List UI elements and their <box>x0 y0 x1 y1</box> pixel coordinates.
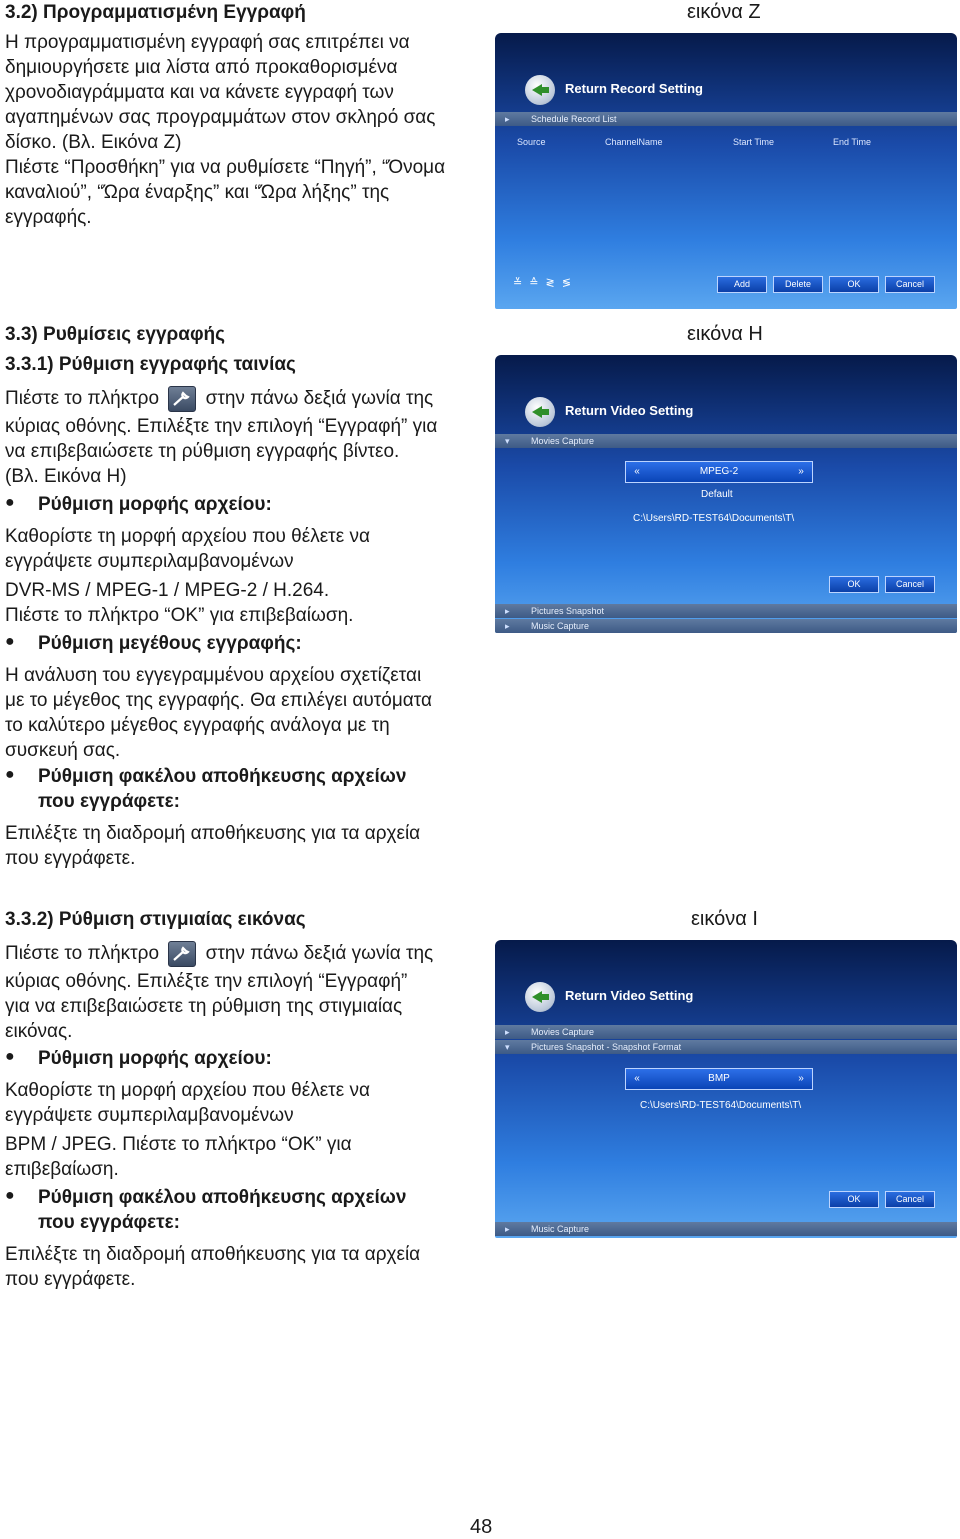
section-heading-3-2: 3.2) Προγραμματισμένη Εγγραφή <box>5 2 306 23</box>
return-arrow-icon[interactable] <box>525 75 555 105</box>
bullet-dot: ● <box>5 633 15 650</box>
bullet-snapshot-folder-body <box>5 1242 420 1292</box>
column-header-source: Source <box>517 137 546 147</box>
text-line: (Βλ. Εικόνα Η) <box>5 466 127 487</box>
text-line: χρονοδιαγράμματα και να κάνετε εγγραφή των <box>5 82 394 103</box>
bullet-title-cont: που εγγράφετε: <box>38 1212 180 1233</box>
text-line: Πιέστε το πλήκτρο “OK” για επιβεβαίωση. <box>5 605 354 626</box>
section-3-2-body <box>5 30 445 230</box>
screenshot-snapshot-setting <box>495 940 957 1238</box>
text-fragment: στην πάνω δεξιά γωνία της <box>205 943 434 965</box>
text-line: δημιουργήσετε μια λίστα από προκαθορισμένα <box>5 57 398 78</box>
bullet-save-folder-body <box>5 821 420 871</box>
cancel-button[interactable]: Cancel <box>885 276 935 293</box>
bullet-title-cont: που εγγράφετε: <box>38 791 180 812</box>
text-line: DVR-MS / MPEG-1 / MPEG-2 / H.264. <box>5 580 330 601</box>
path-value[interactable]: C:\Users\RD-TEST64\Documents\T\ <box>633 513 795 524</box>
text-line: το καλύτερο μέγεθος εγγραφής ανάλογα με τη <box>5 715 390 736</box>
arrow-left-icon[interactable]: « <box>634 1073 640 1084</box>
music-capture-bar[interactable]: ▸ Music Capture <box>495 619 957 633</box>
text-line: συσκευή σας. <box>5 740 121 761</box>
format-value: BMP <box>708 1073 730 1084</box>
settings-key-line <box>5 386 433 412</box>
screen-title: Return Video Setting <box>565 988 694 1003</box>
text-line: για να επιβεβαιώσετε τη ρύθμιση της στιγμιαίας <box>5 996 403 1017</box>
text-line: Καθορίστε τη μορφή αρχείου που θέλετε να <box>5 1080 370 1101</box>
settings-wrench-icon <box>168 941 196 967</box>
settings-key-line <box>5 941 433 967</box>
bullet-file-format <box>0 494 480 519</box>
text-line: εγγράψετε συμπεριλαμβανομένων <box>5 1105 294 1126</box>
text-line: Η προγραμματισμένη εγγραφή σας επιτρέπει να <box>5 32 410 53</box>
settings-wrench-icon <box>168 386 196 412</box>
format-selector[interactable] <box>625 461 813 483</box>
text-fragment: στην πάνω δεξιά γωνία της <box>205 388 434 410</box>
text-line: Καθορίστε τη μορφή αρχείου που θέλετε να <box>5 526 370 547</box>
bullet-record-size-body <box>5 663 432 763</box>
bullet-record-size <box>0 633 480 658</box>
size-value: Default <box>701 489 733 500</box>
column-header-start-time: Start Time <box>733 137 775 147</box>
text-line: BPM / JPEG. Πιέστε το πλήκτρο “OK” για <box>5 1134 352 1155</box>
text-fragment: Πιέστε το πλήκτρο <box>5 943 160 965</box>
page-number: 48 <box>470 1516 493 1538</box>
figure-caption-i: εικόνα Ι <box>691 908 758 930</box>
text-fragment: Πιέστε το πλήκτρο <box>5 388 160 410</box>
text-line: επιβεβαίωση. <box>5 1159 119 1180</box>
text-line: κύριας οθόνης. Επιλέξτε την επιλογή “Εγγραφή” <box>5 971 408 992</box>
bullet-dot: ● <box>5 1048 15 1065</box>
bullet-snapshot-format-body <box>5 1078 370 1182</box>
text-line: Πιέστε “Προσθήκη” για να ρυθμίσετε “Πηγή”, “Όνομα <box>5 157 446 178</box>
ok-button[interactable]: OK <box>829 576 879 593</box>
text-line: που εγγράφετε. <box>5 848 136 869</box>
return-arrow-icon[interactable] <box>525 982 555 1012</box>
text-line: Επιλέξτε τη διαδρομή αποθήκευσης για τα αρχεία <box>5 1244 421 1265</box>
text-line: εγγραφής. <box>5 207 92 228</box>
figure-caption-h: εικόνα Η <box>687 323 763 345</box>
pictures-snapshot-bar[interactable]: ▾ Pictures Snapshot - Snapshot Format <box>495 1040 957 1054</box>
bullet-file-format-body <box>5 524 370 628</box>
cancel-button[interactable]: Cancel <box>885 1191 935 1208</box>
page-nav-icons[interactable]: ≚ ≙ ≷ ≶ <box>513 277 574 289</box>
bullet-title: Ρύθμιση φακέλου αποθήκευσης αρχείων <box>38 766 407 787</box>
section-3-3-1-body <box>5 414 437 489</box>
arrow-right-icon[interactable]: » <box>798 466 804 477</box>
movies-capture-bar[interactable]: ▾ Movies Capture <box>495 434 957 448</box>
text-line: εικόνας. <box>5 1021 73 1042</box>
path-value[interactable]: C:\Users\RD-TEST64\Documents\T\ <box>640 1100 802 1111</box>
bullet-snapshot-folder <box>0 1187 480 1237</box>
bullet-dot: ● <box>5 766 15 783</box>
ok-button[interactable]: OK <box>829 1191 879 1208</box>
bullet-title: Ρύθμιση μεγέθους εγγραφής: <box>38 633 302 654</box>
delete-button[interactable]: Delete <box>773 276 823 293</box>
section-3-3-2-body <box>5 969 407 1044</box>
screen-title: Return Record Setting <box>565 81 703 96</box>
text-line: με το μέγεθος της εγγραφής. Θα επιλέγει αυτόματα <box>5 690 432 711</box>
bullet-save-folder <box>0 766 480 816</box>
text-line: να επιβεβαιώσετε τη ρύθμιση εγγραφής βίντεο. <box>5 441 400 462</box>
subsection-heading-3-3-2: 3.3.2) Ρύθμιση στιγμιαίας εικόνας <box>5 909 306 930</box>
format-value: MPEG-2 <box>699 466 739 477</box>
column-header-end-time: End Time <box>833 137 872 147</box>
arrow-right-icon[interactable]: » <box>798 1073 804 1084</box>
text-line: Η ανάλυση του εγγεγραμμένου αρχείου σχετίζεται <box>5 665 422 686</box>
schedule-record-list-bar[interactable]: ▸ Schedule Record List <box>495 112 957 126</box>
arrow-left-icon[interactable]: « <box>634 466 640 477</box>
column-header-channel: ChannelName <box>605 137 663 147</box>
section-heading-3-3: 3.3) Ρυθμίσεις εγγραφής <box>5 324 226 345</box>
bullet-title: Ρύθμιση φακέλου αποθήκευσης αρχείων <box>38 1187 407 1208</box>
text-line: αγαπημένων σας προγραμμάτων στον σκληρό σας <box>5 107 436 128</box>
screenshot-video-setting <box>495 355 957 633</box>
screenshot-record-setting <box>495 33 957 309</box>
text-line: που εγγράφετε. <box>5 1269 136 1290</box>
bullet-dot: ● <box>5 494 15 511</box>
ok-button[interactable]: OK <box>829 276 879 293</box>
text-line: δίσκο. (Βλ. Εικόνα Ζ) <box>5 132 182 153</box>
text-line: Επιλέξτε τη διαδρομή αποθήκευσης για τα αρχεία <box>5 823 421 844</box>
music-capture-bar[interactable]: ▸ Music Capture <box>495 1222 957 1236</box>
pictures-snapshot-bar[interactable]: ▸ Pictures Snapshot <box>495 604 957 618</box>
bullet-title: Ρύθμιση μορφής αρχείου: <box>38 494 272 515</box>
text-line: καναλιού”, “Ώρα έναρξης” και “Ώρα λήξης” της <box>5 182 390 203</box>
bullet-snapshot-format <box>0 1048 480 1073</box>
cancel-button[interactable]: Cancel <box>885 576 935 593</box>
bullet-dot: ● <box>5 1187 15 1204</box>
screen-title: Return Video Setting <box>565 403 694 418</box>
bullet-title: Ρύθμιση μορφής αρχείου: <box>38 1048 272 1069</box>
figure-caption-z: εικόνα Ζ <box>687 1 761 23</box>
movies-capture-bar[interactable]: ▸ Movies Capture <box>495 1025 957 1039</box>
return-arrow-icon[interactable] <box>525 397 555 427</box>
add-button[interactable]: Add <box>717 276 767 293</box>
format-selector[interactable] <box>625 1068 813 1090</box>
text-line: εγγράψετε συμπεριλαμβανομένων <box>5 551 294 572</box>
text-line: κύριας οθόνης. Επιλέξτε την επιλογή “Εγγραφή” για <box>5 416 438 437</box>
subsection-heading-3-3-1: 3.3.1) Ρύθμιση εγγραφής ταινίας <box>5 354 296 375</box>
